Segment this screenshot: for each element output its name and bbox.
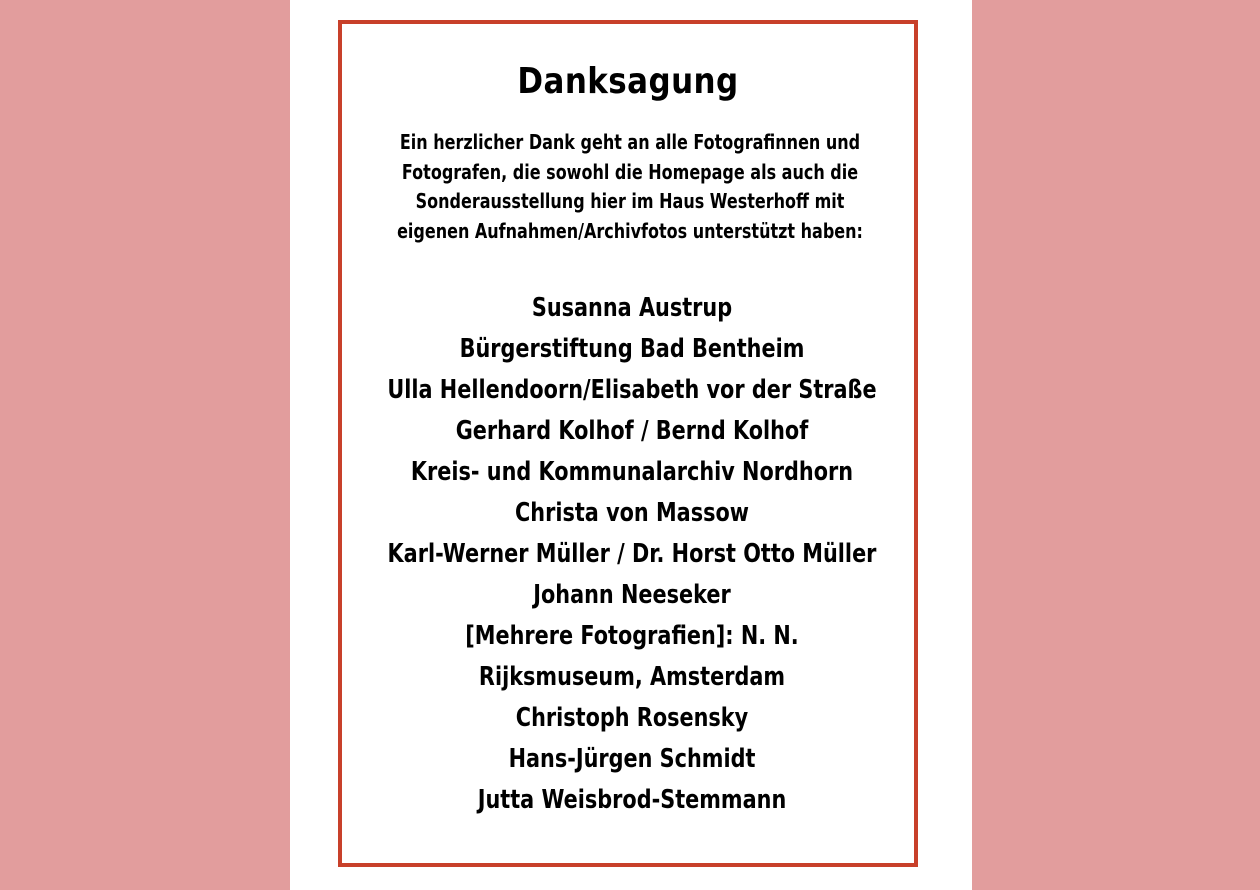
intro-line: Ein herzlicher Dank geht an alle Fotografinnen und (399, 130, 861, 154)
intro-line: Sonderausstellung hier im Haus Westerhoff mit (415, 189, 845, 213)
contributor-name: Ulla Hellendoorn/Elisabeth vor der Straße (387, 375, 877, 405)
document-frame (338, 20, 918, 867)
contributor-list (384, 288, 880, 821)
contributor-name: Jutta Weisbrod-Stemmann (477, 785, 787, 815)
contributor-name: Hans-Jürgen Schmidt (508, 744, 756, 774)
contributor-name: Christoph Rosensky (515, 703, 749, 733)
contributor-name: Gerhard Kolhof / Bernd Kolhof (455, 416, 809, 446)
contributor-name: Christa von Massow (515, 498, 749, 528)
document-page (290, 0, 972, 890)
contributor-name: Johann Neeseker (533, 580, 731, 610)
contributor-name: Kreis- und Kommunalarchiv Nordhorn (410, 457, 854, 487)
intro-paragraph (390, 128, 870, 246)
contributor-name: Susanna Austrup (531, 293, 733, 323)
intro-line: eigenen Aufnahmen/Archivfotos unterstützt haben: (397, 218, 863, 243)
contributor-name: Rijksmuseum, Amsterdam (478, 662, 786, 692)
contributor-name: [Mehrere Fotografien]: N. N. (465, 621, 799, 651)
contributor-name: Bürgerstiftung Bad Bentheim (459, 334, 805, 364)
intro-line: Fotografen, die sowohl die Homepage als auch die (401, 159, 859, 184)
contributor-name: Karl-Werner Müller / Dr. Horst Otto Müller (387, 539, 877, 569)
document-title: Danksagung (517, 61, 739, 102)
